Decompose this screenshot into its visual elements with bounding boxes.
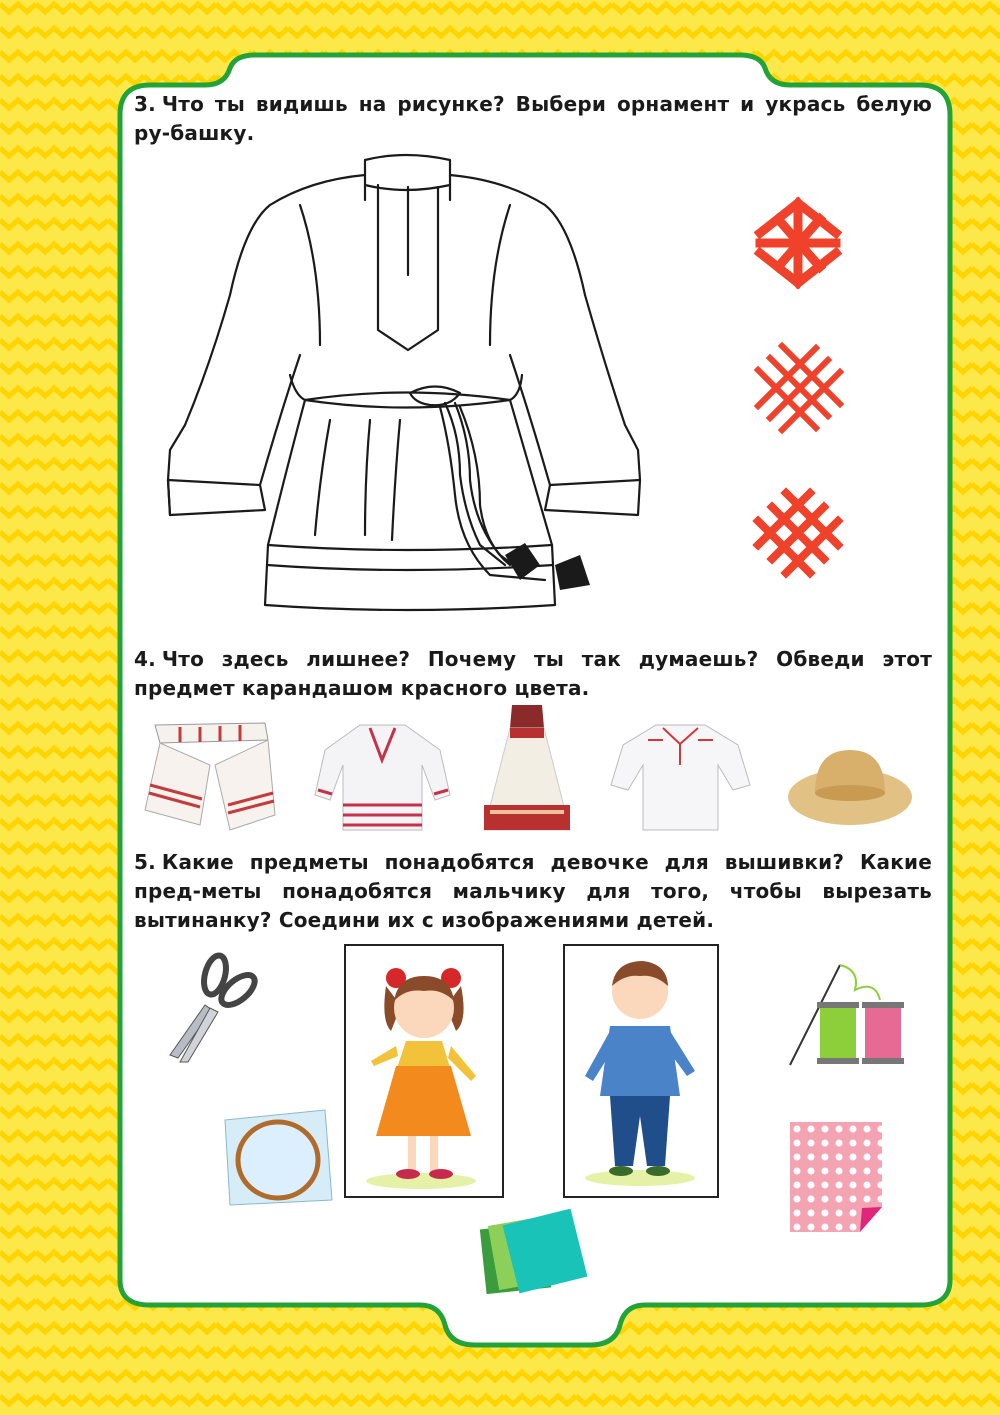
task-3-text bbox=[134, 90, 932, 148]
task-4-question: Что здесь лишнее? Почему ты так думаешь? Обведи этот предмет карандашом красного цвета. bbox=[134, 647, 932, 700]
needle-and-thread-spools bbox=[785, 960, 910, 1070]
girl-frame bbox=[344, 944, 504, 1198]
scissors bbox=[160, 950, 260, 1065]
embroidered-shirt bbox=[310, 720, 455, 835]
polka-dot-paper bbox=[790, 1122, 882, 1232]
boy-frame bbox=[563, 944, 719, 1198]
girl bbox=[346, 946, 502, 1196]
white-blouse bbox=[608, 720, 753, 835]
embroidered-towel bbox=[140, 715, 280, 835]
task-5-number: 5. bbox=[134, 850, 156, 874]
ornament-small bbox=[750, 195, 846, 291]
outline-shirt-icon bbox=[160, 145, 650, 625]
task-3-number: 3. bbox=[134, 92, 156, 116]
task-5-text bbox=[134, 848, 932, 935]
straw-hat bbox=[785, 735, 915, 830]
task-4-number: 4. bbox=[134, 647, 156, 671]
boy bbox=[565, 946, 717, 1196]
colored-paper-squares bbox=[478, 1208, 588, 1303]
task-4-text bbox=[134, 645, 932, 703]
task-3-question: Что ты видишь на рисунке? Выбери орнамент и укрась белую ру-башку. bbox=[134, 92, 932, 145]
embroidery-hoop bbox=[220, 1105, 335, 1210]
task-5-question: Какие предметы понадобятся девочке для вышивки? Какие пред-меты понадобятся мальчику для того, чтобы вырезать вытинанку? Соедини их с изображениями детей. bbox=[134, 850, 932, 932]
ornament-medium bbox=[750, 485, 846, 581]
ornament-large bbox=[750, 340, 846, 436]
embroidered-sarafan bbox=[482, 700, 572, 835]
